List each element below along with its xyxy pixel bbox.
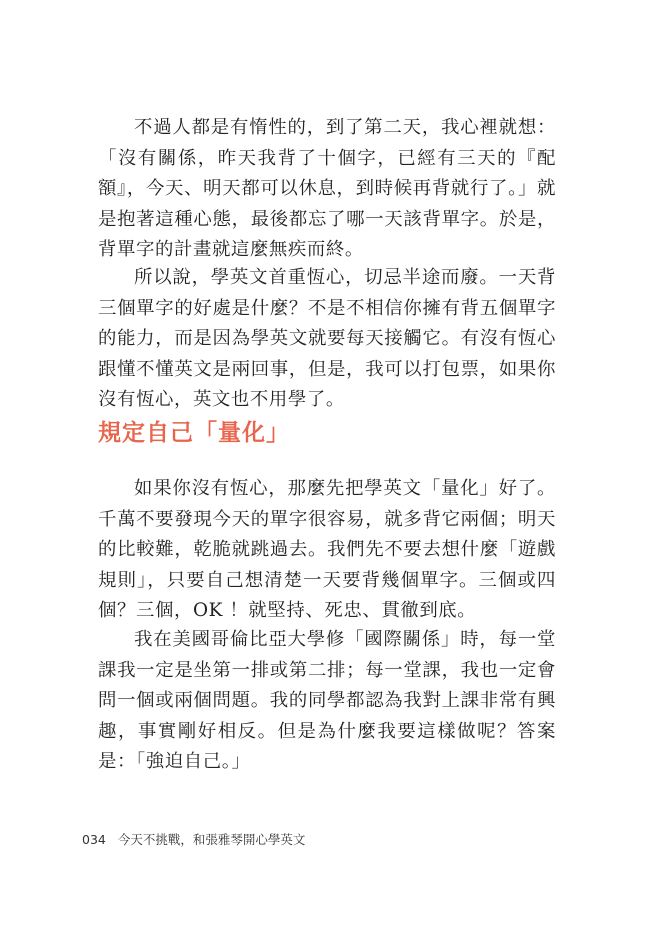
body-paragraph-1: 不過人都是有惰性的，到了第二天，我心裡就想：「沒有關係，昨天我背了十個字，已經有三天的『配額』，今天、明天都可以休息，到時候再背就行了。」就是抱著這種心態，最後都忘了哪一天該背單字。於是，背單字的計畫就這麼無疾而終。 <box>98 117 556 261</box>
body-paragraph-2: 所以說，學英文首重恆心，切忌半途而廢。一天背三個單字的好處是什麼？不是不相信你擁有背五個單字的能力，而是因為學英文就要每天接觸它。有沒有恆心跟懂不懂英文是兩回事，但是，我可以打包票，如果你沒有恆心，英文也不用學了。 <box>98 267 556 411</box>
section-paragraph-1: 如果你沒有恆心，那麼先把學英文「量化」好了。千萬不要發現今天的單字很容易，就多背它兩個；明天的比較難，乾脆就跳過去。我們先不要去想什麼「遊戲規則」，只要自己想清楚一天要背幾個單字。三個或四個？三個，OK ！就堅持、死忠、貫徹到底。 <box>98 478 556 622</box>
section-heading: 規定自己「量化」 <box>98 420 290 446</box>
running-title: 今天不挑戰，和張雅琴開心學英文 <box>117 832 306 847</box>
page-footer <box>82 832 305 848</box>
section-paragraph-2: 我在美國哥倫比亞大學修「國際關係」時，每一堂課我一定是坐第一排或第二排；每一堂課，我也一定會問一個或兩個問題。我的同學都認為我對上課非常有興趣，事實剛好相反。但是為什麼我要這樣做呢？答案是：「強迫自己。」 <box>98 629 556 773</box>
page-number: 034 <box>82 832 106 847</box>
